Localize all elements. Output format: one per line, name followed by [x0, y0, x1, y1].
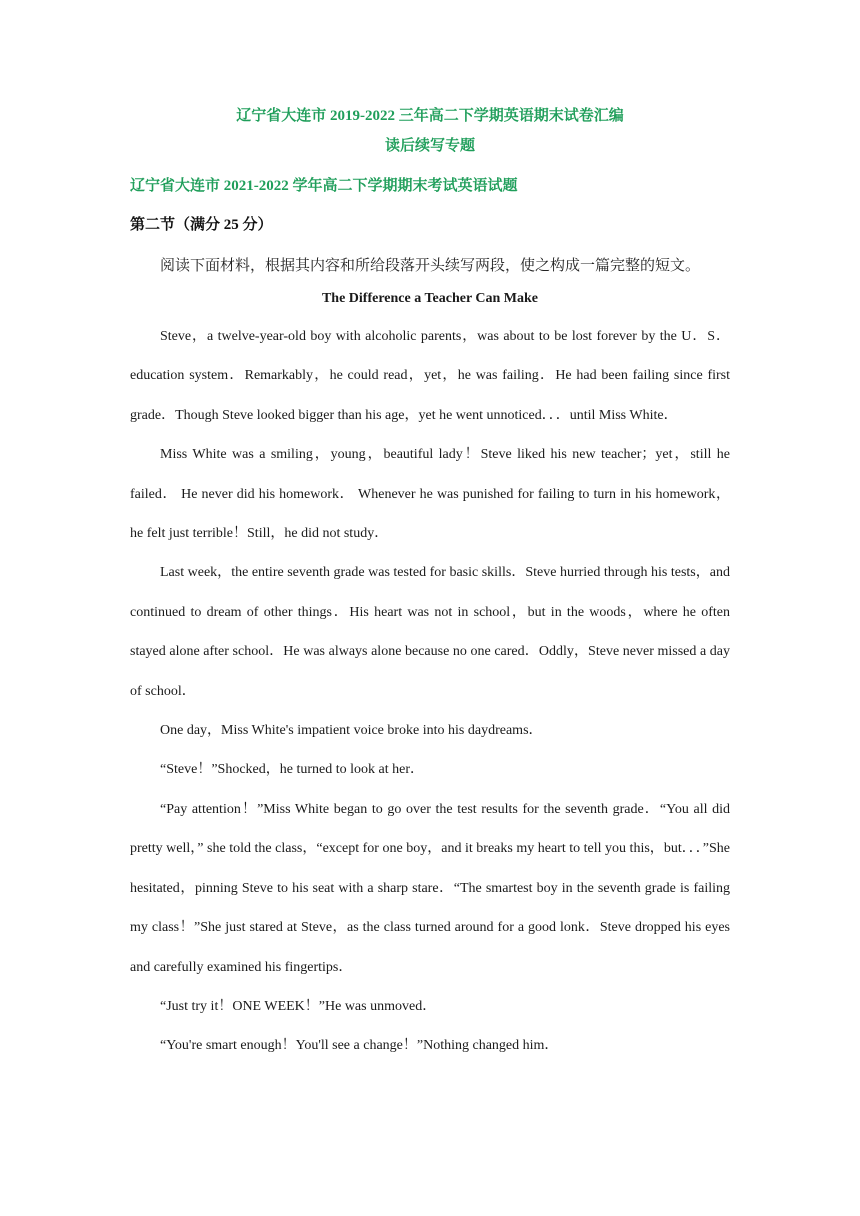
story-title: The Difference a Teacher Can Make: [321, 291, 539, 306]
exam-source-heading: 辽宁省大连市 2021-2022 学年高二下学期期末考试英语试题: [130, 178, 518, 194]
paragraph: Last week，the entire seventh grade was tested for basic skills．Steve hurried through his tests，and continued to dream of other things．His heart was not in school，but in the woods，where he often stayed alone after school．He was always alone because no one cared．Oddly，Steve never missed a day of school．: [130, 565, 730, 699]
paragraph: One day，Miss White's impatient voice broke into his daydreams．: [160, 723, 543, 739]
paragraph: Miss White was a smiling，young，beautiful lady！Steve liked his new teacher；yet，still he failed． He never did his homework． Whenever he was punished for failing to turn in his homework，he felt just terrible！Still，he did not study．: [130, 447, 730, 542]
paragraph: “Just try it！ONE WEEK！”He was unmoved．: [160, 998, 437, 1014]
paragraph: Steve，a twelve-year-old boy with alcoholic parents，was about to be lost forever by the U．S．education system．Remarkably，he could read，yet，he was failing．He had been failing since first grade．Though Steve looked bigger than his age，yet he went unnoticed．．．until Miss White．: [130, 329, 730, 423]
paragraph: “You're smart enough！You'll see a change！”Nothing changed him．: [160, 1038, 559, 1054]
story-body: [130, 317, 730, 1066]
paragraph: “Steve！”Shocked，he turned to look at her．: [160, 762, 424, 778]
document-subtitle: 读后续写专题: [384, 138, 475, 154]
section-instruction: 阅读下面材料，根据其内容和所给段落开头续写两段，使之构成一篇完整的短文。: [160, 258, 701, 274]
section-label: 第二节（满分 25 分）: [130, 217, 273, 233]
paragraph: “Pay attention！”Miss White began to go over the test results for the seventh grade．“You all did pretty well，” she told the class，“except for one boy，and it breaks my heart to tell you this，but．．．”She hesitated，pinning Steve to his seat with a sharp stare．“The smartest boy in the seventh grade is failing my class！”She just stared at Steve，as the class turned around for a good lonk．Steve dropped his eyes and carefully examined his fingertips．: [130, 801, 730, 975]
document-title: 辽宁省大连市 2019-2022 三年高二下学期英语期末试卷汇编: [236, 108, 624, 124]
